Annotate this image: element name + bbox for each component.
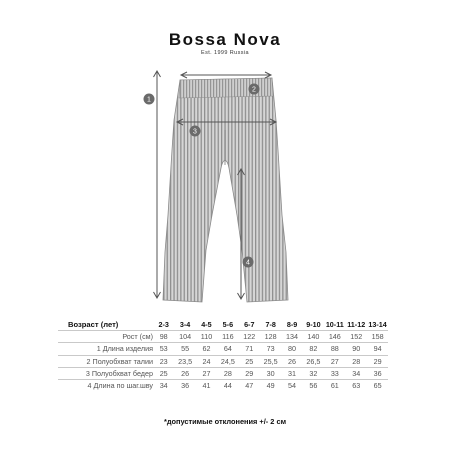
table-cell: 62 — [202, 344, 211, 354]
table-cell: 28 — [352, 356, 361, 366]
table-cell: 140 — [307, 332, 320, 342]
row-label: Рост (см) — [122, 332, 153, 342]
table-cell: 152 — [350, 332, 363, 342]
measure-waist-line — [181, 72, 271, 78]
table-cell: 34 — [352, 368, 361, 378]
table-cell: 26,5 — [306, 356, 321, 366]
table-cell: 33 — [330, 368, 339, 378]
table-cell: 24,5 — [220, 356, 235, 366]
table-cell: 26 — [181, 368, 190, 378]
age-column-header: 2-3 — [158, 320, 169, 329]
table-row — [58, 343, 388, 355]
marker-1-label: 1 — [147, 96, 151, 104]
table-cell: 36 — [181, 381, 190, 391]
age-column-header: 9-10 — [306, 320, 321, 329]
table-cell: 94 — [373, 344, 382, 354]
table-cell: 64 — [223, 344, 232, 354]
brand-tagline: Est. 1999 Russia — [201, 50, 249, 56]
age-column-header: 4-5 — [201, 320, 212, 329]
row-label: 2 Полуобхват талии — [86, 356, 153, 366]
table-cell: 80 — [288, 344, 297, 354]
age-column-header: 3-4 — [179, 320, 191, 329]
size-table-body — [58, 331, 388, 392]
age-column-header: 8-9 — [286, 320, 298, 329]
measure-length-line — [154, 71, 161, 298]
marker-2 — [249, 84, 260, 95]
size-table-header-row — [58, 319, 388, 331]
table-cell: 55 — [181, 344, 190, 354]
table-cell: 63 — [352, 381, 361, 391]
table-cell: 65 — [373, 381, 382, 391]
table-cell: 28 — [223, 368, 232, 378]
table-cell: 44 — [223, 381, 232, 391]
table-cell: 134 — [286, 332, 299, 342]
table-cell: 128 — [264, 332, 277, 342]
row-label: 3 Полуобхват бедер — [85, 368, 153, 378]
table-cell: 24 — [202, 356, 211, 366]
table-cell: 158 — [371, 332, 384, 342]
table-cell: 29 — [245, 368, 254, 378]
table-cell: 71 — [245, 344, 254, 354]
table-cell: 31 — [288, 368, 297, 378]
table-cell: 25 — [159, 368, 168, 378]
table-cell: 61 — [330, 381, 339, 391]
age-column-header: 13-14 — [368, 320, 387, 329]
table-cell: 23 — [159, 356, 168, 366]
age-column-header: 6-7 — [244, 320, 255, 329]
table-cell: 122 — [243, 332, 256, 342]
table-row — [58, 380, 388, 392]
table-cell: 47 — [245, 381, 254, 391]
brand-name: Bossa Nova — [168, 30, 282, 49]
table-cell: 49 — [266, 381, 275, 391]
table-row — [58, 367, 388, 379]
table-cell: 25 — [245, 356, 254, 366]
row-label: 1 Длина изделия — [96, 344, 153, 354]
table-cell: 104 — [179, 332, 192, 342]
marker-3 — [190, 126, 201, 137]
table-cell: 25,5 — [263, 356, 278, 366]
age-column-header: 10-11 — [325, 320, 344, 329]
table-cell: 53 — [159, 344, 168, 354]
table-cell: 88 — [330, 344, 339, 354]
table-cell: 23,5 — [178, 356, 193, 366]
table-cell: 73 — [266, 344, 275, 354]
marker-3-label: 3 — [193, 128, 197, 136]
table-cell: 27 — [202, 368, 211, 378]
table-cell: 90 — [352, 344, 361, 354]
size-table — [58, 319, 388, 391]
table-cell: 56 — [309, 381, 318, 391]
table-cell: 110 — [200, 332, 213, 342]
table-row — [58, 355, 388, 367]
table-cell: 98 — [159, 332, 168, 342]
marker-4 — [243, 257, 254, 268]
age-column-header: 7-8 — [265, 320, 276, 329]
table-cell: 29 — [373, 356, 382, 366]
table-row — [58, 331, 388, 343]
table-cell: 30 — [266, 368, 275, 378]
age-column-header: 11-12 — [347, 320, 366, 329]
row-label: 4 Длина по шаг.шву — [87, 381, 153, 391]
tolerance-footnote: *допустимые отклонения +/- 2 см — [163, 417, 287, 426]
marker-1 — [144, 94, 155, 105]
marker-2-label: 2 — [252, 86, 256, 94]
table-cell: 36 — [373, 368, 382, 378]
age-column-header: 5-6 — [222, 320, 234, 329]
table-cell: 32 — [309, 368, 318, 378]
pants-body — [163, 78, 288, 302]
marker-4-label: 4 — [246, 259, 250, 267]
table-cell: 54 — [288, 381, 297, 391]
table-cell: 82 — [309, 344, 318, 354]
table-cell: 26 — [288, 356, 297, 366]
age-header: Возраст (лет) — [68, 320, 119, 329]
table-cell: 27 — [330, 356, 339, 366]
table-cell: 34 — [159, 381, 168, 391]
table-cell: 116 — [222, 332, 234, 342]
table-cell: 41 — [202, 381, 211, 391]
table-cell: 146 — [328, 332, 341, 342]
